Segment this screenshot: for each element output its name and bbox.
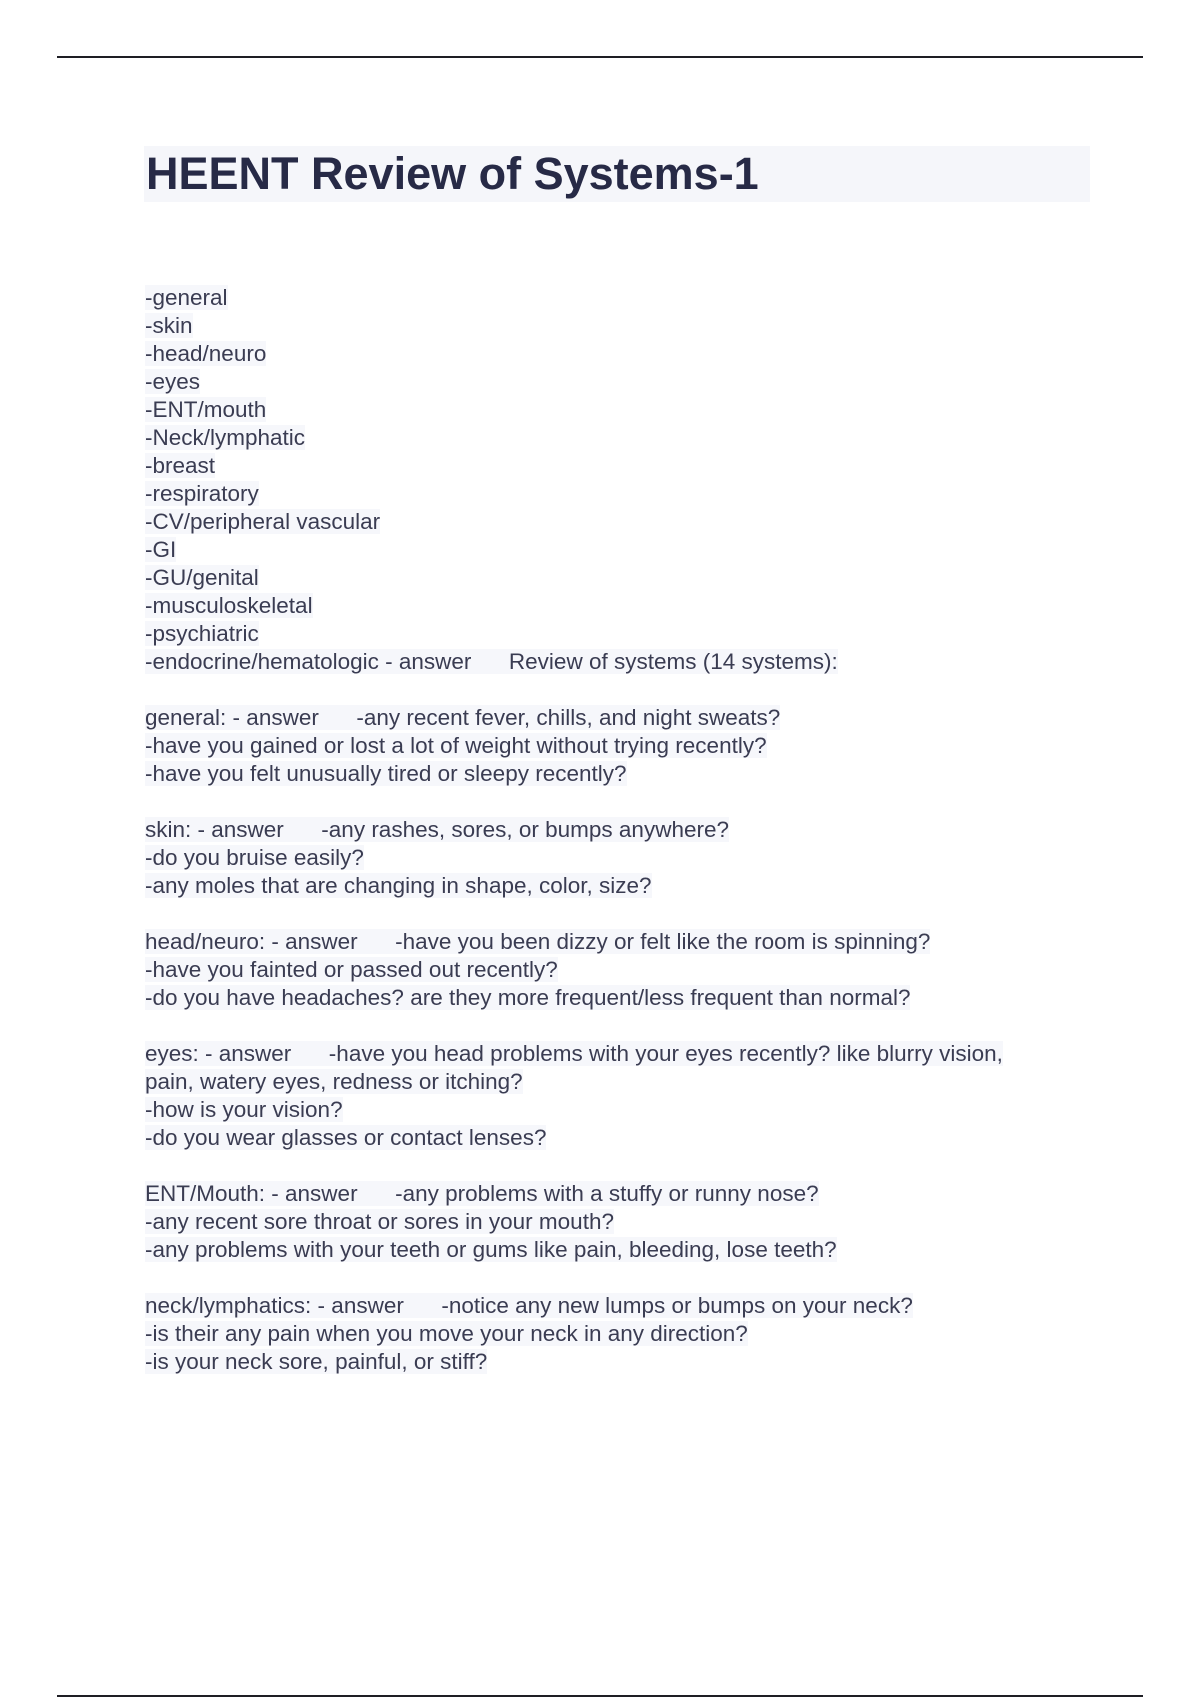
line-text: neck/lymphatics: - answer -notice any new lumps or bumps on your neck? xyxy=(145,1293,913,1318)
line-text: ENT/Mouth: - answer -any problems with a stuffy or runny nose? xyxy=(145,1181,819,1206)
text-line xyxy=(145,1236,1095,1264)
section-skin xyxy=(145,816,1095,900)
section-head-neuro xyxy=(145,928,1095,1012)
text-line xyxy=(145,396,1095,424)
text-line xyxy=(145,984,1095,1012)
line-text: -psychiatric xyxy=(145,621,259,646)
text-line xyxy=(145,312,1095,340)
text-line xyxy=(145,592,1095,620)
text-line xyxy=(145,704,1095,732)
line-text: -breast xyxy=(145,453,216,478)
text-line xyxy=(145,564,1095,592)
text-line xyxy=(145,872,1095,900)
text-line xyxy=(145,928,1095,956)
line-text: -do you have headaches? are they more frequent/less frequent than normal? xyxy=(145,985,911,1010)
text-line xyxy=(145,1208,1095,1236)
line-text: -have you felt unusually tired or sleepy recently? xyxy=(145,761,627,786)
paragraph-gap xyxy=(145,900,1095,928)
line-text: -respiratory xyxy=(145,481,259,506)
line-text: head/neuro: - answer -have you been dizzy or felt like the room is spinning? xyxy=(145,929,931,954)
line-text: -how is your vision? xyxy=(145,1097,343,1122)
page-title: HEENT Review of Systems-1 xyxy=(146,148,759,199)
paragraph-gap xyxy=(145,676,1095,704)
paragraph-gap xyxy=(145,1264,1095,1292)
line-text: -is your neck sore, painful, or stiff? xyxy=(145,1349,488,1374)
text-line xyxy=(145,340,1095,368)
section-eyes xyxy=(145,1040,1095,1152)
line-text: -do you wear glasses or contact lenses? xyxy=(145,1125,547,1150)
section-general xyxy=(145,704,1095,788)
line-text: -CV/peripheral vascular xyxy=(145,509,381,534)
line-text: skin: - answer -any rashes, sores, or bumps anywhere? xyxy=(145,817,729,842)
line-text: -eyes xyxy=(145,369,201,394)
text-line xyxy=(145,620,1095,648)
text-line xyxy=(145,760,1095,788)
line-text: -general xyxy=(145,285,228,310)
line-text: -any problems with your teeth or gums like pain, bleeding, lose teeth? xyxy=(145,1237,837,1262)
document-body xyxy=(145,284,1095,1376)
line-text: -GU/genital xyxy=(145,565,259,590)
text-line xyxy=(145,732,1095,760)
line-text: -Neck/lymphatic xyxy=(145,425,306,450)
section-ent-mouth xyxy=(145,1180,1095,1264)
text-line xyxy=(145,1292,1095,1320)
line-text: pain, watery eyes, redness or itching? xyxy=(145,1069,523,1094)
text-line xyxy=(145,844,1095,872)
line-text: -GI xyxy=(145,537,177,562)
top-rule xyxy=(57,56,1143,58)
text-line xyxy=(145,480,1095,508)
text-line xyxy=(145,1040,1095,1068)
text-line xyxy=(145,1096,1095,1124)
line-text: -any moles that are changing in shape, color, size? xyxy=(145,873,652,898)
line-text: -any recent sore throat or sores in your mouth? xyxy=(145,1209,614,1234)
text-line xyxy=(145,424,1095,452)
text-line xyxy=(145,508,1095,536)
text-line xyxy=(145,648,1095,676)
text-line xyxy=(145,1348,1095,1376)
section-systems-list xyxy=(145,284,1095,676)
line-text: -have you fainted or passed out recently? xyxy=(145,957,558,982)
text-line xyxy=(145,956,1095,984)
text-line xyxy=(145,1124,1095,1152)
line-text: -endocrine/hematologic - answer Review of systems (14 systems): xyxy=(145,649,838,674)
line-text: eyes: - answer -have you head problems with your eyes recently? like blurry vision, xyxy=(145,1041,1003,1066)
line-text: -musculoskeletal xyxy=(145,593,313,618)
line-text: -skin xyxy=(145,313,193,338)
section-neck-lymphatics xyxy=(145,1292,1095,1376)
line-text: -do you bruise easily? xyxy=(145,845,364,870)
line-text: -is their any pain when you move your neck in any direction? xyxy=(145,1321,748,1346)
text-line xyxy=(145,284,1095,312)
line-text: -ENT/mouth xyxy=(145,397,267,422)
line-text: -head/neuro xyxy=(145,341,267,366)
text-line xyxy=(145,452,1095,480)
text-line xyxy=(145,536,1095,564)
text-line xyxy=(145,816,1095,844)
line-text: general: - answer -any recent fever, chills, and night sweats? xyxy=(145,705,781,730)
text-line xyxy=(145,1320,1095,1348)
text-line xyxy=(145,1068,1095,1096)
bottom-rule xyxy=(57,1695,1143,1697)
paragraph-gap xyxy=(145,1012,1095,1040)
line-text: -have you gained or lost a lot of weight without trying recently? xyxy=(145,733,767,758)
paragraph-gap xyxy=(145,788,1095,816)
paragraph-gap xyxy=(145,1152,1095,1180)
text-line xyxy=(145,1180,1095,1208)
text-line xyxy=(145,368,1095,396)
